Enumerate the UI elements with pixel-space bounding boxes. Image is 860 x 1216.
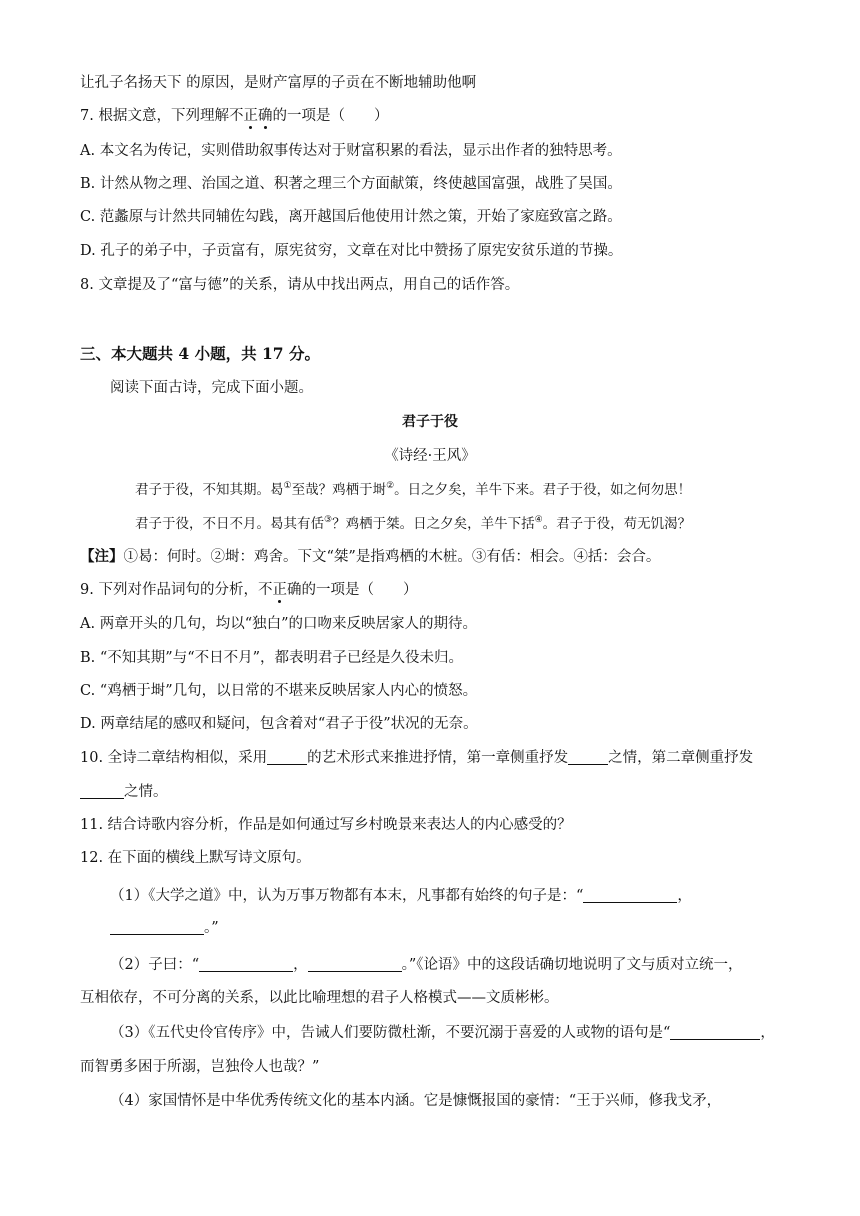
q9-emphasis-dot: 正 [272, 582, 287, 598]
q12-item-3-line-1: （3）《五代史伶官传序》中，告诫人们要防微杜渐，不要沉溺于喜爱的人或物的语句是“ ， [110, 1025, 775, 1041]
q12-item-3-line-2: 而智勇多困于所溺，岂独伶人也哉？” [80, 1059, 320, 1075]
footnote-mark-2: ② [386, 481, 395, 491]
poem-title: 君子于役 [402, 414, 458, 430]
answer-blank[interactable] [583, 886, 677, 903]
question-8: 8. 文章提及了“富与德”的关系，请从中找出两点，用自己的话作答。 [80, 277, 520, 293]
footnote-mark-4: ④ [534, 515, 543, 525]
answer-blank[interactable] [80, 782, 124, 799]
q12-item-1-line-1: （1）《大学之道》中，认为万事万物都有本末，凡事都有始终的句子是：“ ， [110, 888, 692, 904]
q12-item-2-line-2: 互相依存，不可分离的关系，以此比喻理想的君子人格模式——文质彬彬。 [80, 990, 559, 1006]
answer-blank[interactable] [568, 748, 608, 765]
q12-item-2-line-1: （2）子曰：“ ， 。”《论语》中的这段话确切地说明了文与质对立统一， [110, 957, 743, 973]
answer-blank[interactable] [267, 748, 307, 765]
q7-option-c: C. 范蠡原与计然共同辅佐勾践，离开越国后他使用计然之策，开始了家庭致富之路。 [80, 209, 622, 225]
q9-option-d: D. 两章结尾的感叹和疑问，包含着对“君子于役”状况的无奈。 [80, 716, 478, 732]
question-11: 11. 结合诗歌内容分析，作品是如何通过写乡村晚景来表达人的内心感受的？ [80, 817, 572, 833]
answer-blank[interactable] [199, 955, 293, 972]
poem-stanza-2: 君子于役，不日不月。曷其有佸③？鸡栖于桀。日之夕矣，羊牛下括④。君子于役，苟无饥渴？ [135, 515, 692, 532]
q9-option-c: C. “鸡栖于埘”几句，以日常的不堪来反映居家人内心的愤怒。 [80, 683, 478, 699]
q9-not-emphasis: 不 [257, 582, 273, 598]
poem-source: 《诗经·王风》 [384, 448, 476, 464]
q9-option-b: B. “不知其期”与“不日不月”，都表明君子已经是久役未归。 [80, 650, 464, 666]
q9-option-a: A. 两章开头的几句，均以“独白”的口吻来反映居家人的期待。 [80, 616, 478, 632]
q7-option-a: A. 本文名为传记，实则借助叙事传达对于财富积累的看法，显示出作者的独特思考。 [80, 143, 622, 159]
q7-stem-end: 的一项是（ ） [272, 108, 389, 124]
q12-item-1-line-2: 。” [110, 918, 219, 938]
note-text: ①曷：何时。②埘：鸡舍。下文“桀”是指鸡栖的木桩。③有佸：相会。④括：会合。 [123, 549, 661, 565]
q7-not-emphasis: 不 [228, 108, 244, 124]
note-label: 【注】 [80, 548, 124, 565]
intro-line: 让孔子名扬天下 的原因，是财产富厚的子贡在不断地辅助他啊 [80, 75, 477, 91]
question-10-line-2: 之情。 [80, 782, 168, 802]
question-12-heading: 12. 在下面的横线上默写诗文原句。 [80, 850, 311, 866]
answer-blank[interactable] [670, 1023, 760, 1040]
footnote-mark-3: ③ [324, 515, 333, 525]
q9-stem-end: 确的一项是（ ） [286, 582, 418, 598]
question-9-stem [80, 580, 417, 600]
q7-option-d: D. 孔子的弟子中，子贡富有，原宪贫穷，文章在对比中赞扬了原宪安贫乐道的节操。 [80, 243, 623, 259]
answer-blank[interactable] [110, 918, 204, 935]
footnote-mark-1: ① [283, 481, 292, 491]
answer-blank[interactable] [308, 955, 402, 972]
q7-option-b: B. 计然从物之理、治国之道、积著之理三个方面献策，终使越国富强，战胜了吴国。 [80, 176, 622, 192]
section-3-heading: 三、本大题共 4 小题，共 17 分。 [80, 344, 320, 363]
question-7-stem [80, 106, 388, 126]
poem-stanza-1: 君子于役，不知其期。曷①至哉？鸡栖于埘②。日之夕矣，羊牛下来。君子于役，如之何勿思！ [135, 481, 692, 498]
reading-prompt: 阅读下面古诗，完成下面小题。 [110, 380, 313, 396]
q7-emphasis-dot-2: 确 [257, 108, 273, 124]
q12-item-4-line-1: （4）家国情怀是中华优秀传统文化的基本内涵。它是慷慨报国的豪情：“王于兴师，修我戈矛， [110, 1093, 722, 1109]
poem-note [80, 547, 660, 567]
q7-emphasis-dot-1: 正 [243, 108, 258, 124]
q9-stem-text: 9. 下列对作品词句的分析， [80, 582, 258, 598]
q7-stem-text: 7. 根据文意，下列理解 [80, 108, 229, 124]
question-10-line-1: 10. 全诗二章结构相似，采用 的艺术形式来推进抒情，第一章侧重抒发 之情，第二章侧重抒发 [80, 750, 754, 766]
